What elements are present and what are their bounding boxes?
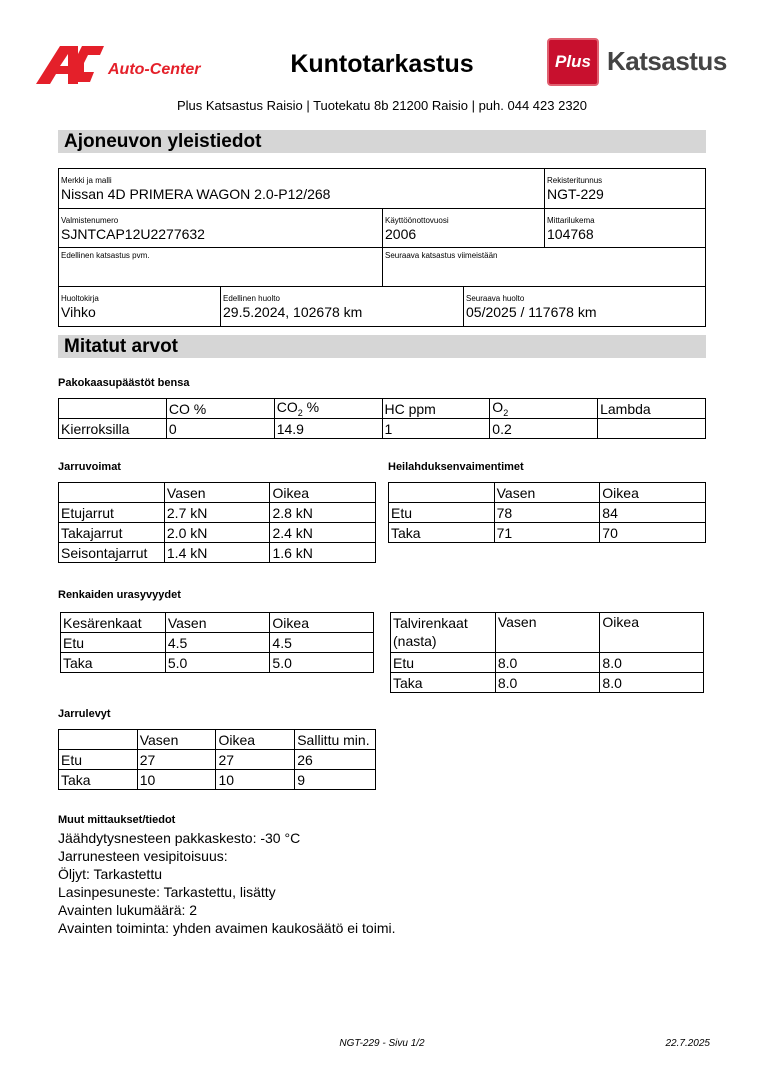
info-row — [59, 248, 705, 287]
shocks-row-label: Etu — [389, 503, 495, 523]
vin-value: SJNTCAP12U2277632 — [61, 226, 205, 242]
co2-sub: 2 — [297, 407, 303, 418]
winter-row-label: Taka — [391, 673, 496, 693]
year-label: Käyttöönottovuosi — [385, 216, 449, 225]
winter-tires-table — [390, 612, 704, 693]
emissions-lambda-value — [598, 419, 706, 439]
winter-right-value: 8.0 — [600, 673, 704, 693]
info-row — [59, 287, 705, 326]
discs-right-value: 10 — [216, 770, 295, 790]
table-row — [389, 503, 706, 523]
note-line: Jarrunesteen vesipitoisuus: — [58, 848, 228, 864]
table-row — [61, 633, 374, 653]
shocks-right-value: 70 — [600, 523, 706, 543]
discs-left-value: 10 — [137, 770, 216, 790]
note-line: Jäähdytysnesteen pakkaskesto: -30 °C — [58, 830, 301, 846]
note-line: Avainten lukumäärä: 2 — [58, 902, 198, 918]
reg-cell — [545, 169, 705, 208]
winter-left-value: 8.0 — [495, 673, 600, 693]
make-label: Merkki ja malli — [61, 176, 112, 185]
emissions-header-hc: HC ppm — [382, 399, 490, 419]
winter-right-value: 8.0 — [600, 653, 704, 673]
brakes-left-value: 2.0 kN — [164, 523, 270, 543]
summer-left-value: 4.5 — [165, 633, 270, 653]
service-book-label: Huoltokirja — [61, 294, 99, 303]
emissions-o2-value: 0.2 — [490, 419, 598, 439]
table-row — [59, 750, 376, 770]
shocks-left-value: 71 — [494, 523, 600, 543]
odometer-value: 104768 — [547, 226, 594, 242]
table-row — [59, 399, 706, 419]
brakes-right-value: 1.6 kN — [270, 543, 376, 563]
info-row — [59, 209, 705, 248]
brakes-row-label: Etujarrut — [59, 503, 165, 523]
summer-row-label: Taka — [61, 653, 166, 673]
prev-service-value: 29.5.2024, 102678 km — [223, 304, 363, 320]
katsastus-logo-text: Katsastus — [607, 46, 727, 76]
discs-table — [58, 729, 376, 790]
emissions-table — [58, 398, 706, 439]
shocks-right-value: 84 — [600, 503, 706, 523]
co2-tail: % — [302, 399, 320, 416]
shocks-header-blank — [389, 483, 495, 503]
shocks-header-right: Oikea — [600, 483, 706, 503]
page-title: Kuntotarkastus — [290, 50, 474, 78]
discs-row-label: Taka — [59, 770, 138, 790]
summer-right-value: 5.0 — [270, 653, 374, 673]
prev-inspection-cell — [59, 248, 383, 286]
service-book-value: Vihko — [61, 304, 96, 320]
table-row — [59, 483, 376, 503]
shocks-header-left: Vasen — [494, 483, 600, 503]
next-inspection-label: Seuraava katsastus viimeistään — [385, 251, 498, 260]
note-line: Lasinpesuneste: Tarkastettu, lisätty — [58, 884, 276, 900]
contact-line: Plus Katsastus Raisio | Tuotekatu 8b 21200 Raisio | puh. 044 423 2320 — [176, 98, 588, 113]
discs-title: Jarrulevyt — [58, 708, 111, 720]
next-service-value: 05/2025 / 117678 km — [466, 304, 597, 320]
summer-tires-header: Kesärenkaat — [61, 613, 166, 633]
o2-sub: 2 — [503, 407, 509, 418]
summer-row-label: Etu — [61, 633, 166, 653]
emissions-co-value: 0 — [166, 419, 274, 439]
auto-center-logo-text: Auto-Center — [108, 61, 201, 78]
shocks-left-value: 78 — [494, 503, 600, 523]
discs-row-label: Etu — [59, 750, 138, 770]
info-row — [59, 169, 705, 209]
footer-page-number: NGT-229 - Sivu 1/2 — [339, 1038, 425, 1049]
discs-right-value: 27 — [216, 750, 295, 770]
plus-logo-badge: Plus — [547, 38, 599, 86]
emissions-title: Pakokaasupäästöt bensa — [58, 377, 190, 389]
brakes-header-blank — [59, 483, 165, 503]
odometer-label: Mittarilukema — [547, 216, 595, 225]
brakes-row-label: Takajarrut — [59, 523, 165, 543]
tires-title: Renkaiden urasyvyydet — [58, 589, 181, 601]
emissions-header-co: CO % — [166, 399, 274, 419]
brakes-table — [58, 482, 376, 563]
brakes-left-value: 2.7 kN — [164, 503, 270, 523]
table-row — [389, 523, 706, 543]
emissions-header-o2 — [490, 399, 598, 419]
emissions-header-co2 — [274, 399, 382, 419]
section-vehicle-title: Ajoneuvon yleistiedot — [58, 130, 706, 153]
brakes-right-value: 2.8 kN — [270, 503, 376, 523]
brakes-header-left: Vasen — [164, 483, 270, 503]
winter-tires-header: Talvirenkaat (nasta) — [391, 613, 496, 653]
table-row — [391, 673, 704, 693]
table-row — [391, 653, 704, 673]
winter-header-left: Vasen — [495, 613, 600, 653]
summer-left-value: 5.0 — [165, 653, 270, 673]
prev-inspection-label: Edellinen katsastus pvm. — [61, 251, 150, 260]
shocks-row-label: Taka — [389, 523, 495, 543]
discs-left-value: 27 — [137, 750, 216, 770]
brakes-header-right: Oikea — [270, 483, 376, 503]
discs-min-value: 26 — [295, 750, 376, 770]
make-value: Nissan 4D PRIMERA WAGON 2.0-P12/268 — [61, 186, 331, 202]
table-row — [59, 503, 376, 523]
co2-main: CO — [276, 399, 298, 416]
emissions-co2-value: 14.9 — [274, 419, 382, 439]
next-inspection-cell — [383, 248, 705, 286]
discs-header-left: Vasen — [137, 730, 216, 750]
emissions-hc-value: 1 — [382, 419, 490, 439]
discs-header-right: Oikea — [216, 730, 295, 750]
next-service-cell — [464, 287, 705, 326]
other-notes — [58, 829, 396, 937]
note-line: Öljyt: Tarkastettu — [58, 866, 163, 882]
discs-header-blank — [59, 730, 138, 750]
table-row — [59, 543, 376, 563]
prev-service-label: Edellinen huolto — [223, 294, 280, 303]
brakes-title: Jarruvoimat — [58, 461, 121, 473]
vin-label: Valmistenumero — [61, 216, 119, 225]
section-measured-title: Mitatut arvot — [58, 335, 706, 358]
footer-date: 22.7.2025 — [665, 1038, 710, 1049]
table-row — [59, 523, 376, 543]
other-title: Muut mittaukset/tiedot — [58, 814, 176, 826]
year-value: 2006 — [385, 226, 417, 242]
table-row — [59, 419, 706, 439]
vin-cell — [59, 209, 383, 247]
prev-service-cell — [221, 287, 464, 326]
reg-label: Rekisteritunnus — [547, 176, 603, 185]
discs-header-min: Sallittu min. — [295, 730, 376, 750]
shocks-title: Heilahduksenvaimentimet — [388, 461, 524, 473]
winter-left-value: 8.0 — [495, 653, 600, 673]
odometer-cell — [545, 209, 705, 247]
make-cell — [59, 169, 545, 208]
year-cell — [383, 209, 545, 247]
table-row — [61, 653, 374, 673]
table-row — [59, 730, 376, 750]
discs-min-value: 9 — [295, 770, 376, 790]
table-row — [389, 483, 706, 503]
emissions-header-lambda: Lambda — [598, 399, 706, 419]
emissions-row-label: Kierroksilla — [59, 419, 167, 439]
note-line: Avainten toiminta: yhden avaimen kaukosäätö ei toimi. — [58, 920, 396, 936]
summer-tires-table — [60, 612, 374, 673]
table-row — [59, 770, 376, 790]
brakes-row-label: Seisontajarrut — [59, 543, 165, 563]
vehicle-info-grid — [58, 168, 706, 327]
o2-main: O — [492, 399, 504, 416]
table-row — [61, 613, 374, 633]
next-service-label: Seuraava huolto — [466, 294, 525, 303]
service-book-cell — [59, 287, 221, 326]
winter-row-label: Etu — [391, 653, 496, 673]
summer-header-right: Oikea — [270, 613, 374, 633]
brakes-right-value: 2.4 kN — [270, 523, 376, 543]
reg-value: NGT-229 — [547, 186, 604, 202]
summer-right-value: 4.5 — [270, 633, 374, 653]
emissions-header-blank — [59, 399, 167, 419]
plus-katsastus-logo — [547, 38, 729, 90]
table-row — [391, 613, 704, 653]
shocks-table — [388, 482, 706, 543]
summer-header-left: Vasen — [165, 613, 270, 633]
brakes-left-value: 1.4 kN — [164, 543, 270, 563]
winter-header-right: Oikea — [600, 613, 704, 653]
